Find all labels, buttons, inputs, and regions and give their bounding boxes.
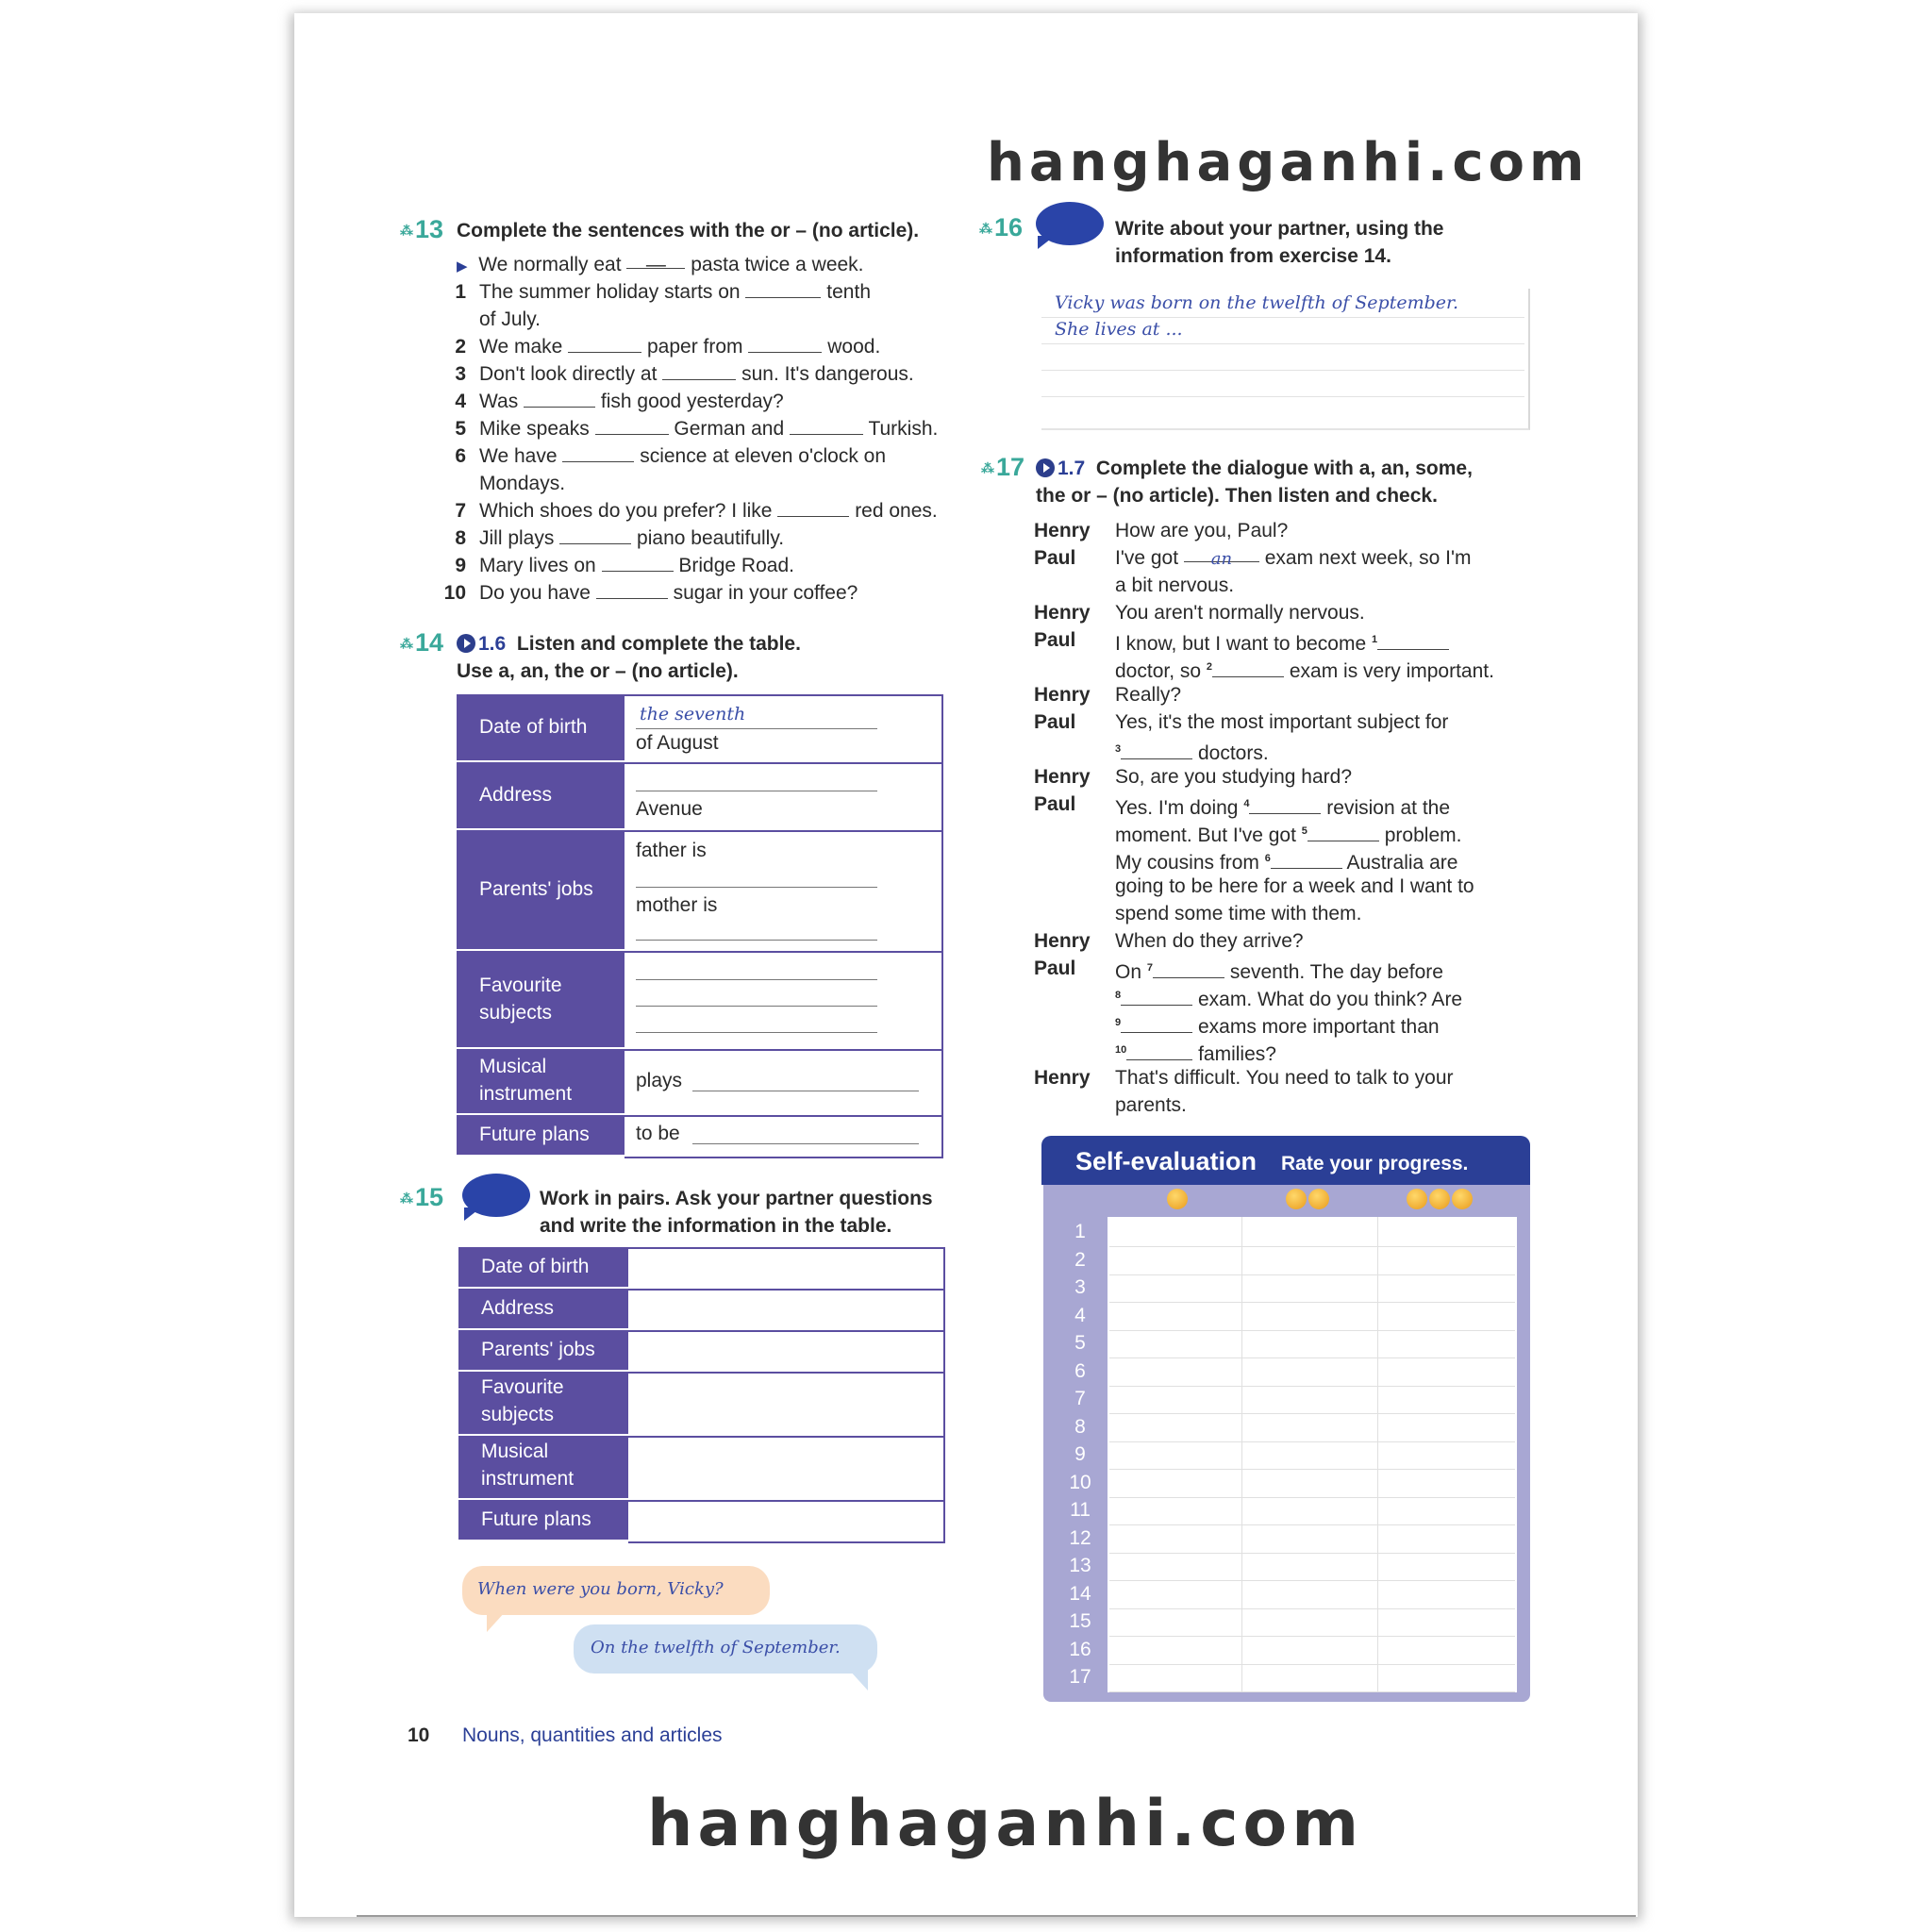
exercise-13-item: Don't look directly at sun. It's dangerous. <box>479 363 914 385</box>
table14-head-parents: Parents' jobs <box>457 830 625 949</box>
answer-blank[interactable] <box>745 280 821 298</box>
exercise-13-item-number: 7 <box>455 500 466 522</box>
table15-head: Parents' jobs <box>458 1330 628 1370</box>
exercise-13-number: ⁂13 <box>400 215 444 243</box>
answer-blank[interactable] <box>568 335 641 353</box>
exercise-13-item-continued: of July. <box>479 308 541 330</box>
speech-bubble-tail <box>464 1208 481 1221</box>
exercise-13-item-number: 8 <box>455 527 466 549</box>
self-evaluation-row-line <box>1109 1553 1515 1554</box>
answer-blank[interactable] <box>562 444 634 462</box>
rating-three-smileys <box>1406 1189 1474 1214</box>
table15-head: Address <box>458 1289 628 1328</box>
table15-head: Date of birth <box>458 1247 628 1287</box>
table15-cell[interactable] <box>628 1330 945 1374</box>
exercise-17-instruction: 1.7 Complete the dialogue with a, an, some, <box>1036 455 1473 482</box>
bubble-question-tail <box>487 1611 506 1632</box>
answer-blank[interactable] <box>790 417 863 435</box>
self-evaluation-row-number: 9 <box>1074 1443 1086 1465</box>
exercise-13-item: The summer holiday starts on tenth <box>479 281 872 303</box>
answer-blank[interactable] <box>777 499 849 517</box>
self-evaluation-row-line <box>1109 1469 1515 1470</box>
audio-play-icon-17[interactable] <box>1036 458 1055 477</box>
table15-cell[interactable] <box>628 1500 945 1543</box>
exercise-13-item-number: 6 <box>455 445 466 467</box>
self-evaluation-row-line <box>1109 1691 1515 1692</box>
exercise-15-number: ⁂15 <box>400 1183 444 1211</box>
exercise-13-item: We have science at eleven o'clock on <box>479 445 887 467</box>
self-evaluation-subtitle: Rate your progress. <box>1281 1153 1469 1174</box>
self-evaluation-row-number: 11 <box>1070 1499 1091 1521</box>
bottom-rule <box>357 1915 1636 1917</box>
self-evaluation-row-number: 17 <box>1069 1666 1091 1688</box>
self-evaluation-row-line <box>1109 1636 1515 1637</box>
self-evaluation-row-number: 10 <box>1069 1471 1091 1493</box>
bubble-answer: On the twelfth of September. <box>574 1624 877 1674</box>
exercise-16-writing-area[interactable]: Vicky was born on the twelfth of September. She lives at ... <box>1041 289 1530 430</box>
self-evaluation-row-number: 1 <box>1074 1221 1086 1242</box>
smiley-icon <box>1286 1189 1307 1209</box>
self-evaluation-row-line <box>1109 1497 1515 1498</box>
smiley-icon <box>1407 1189 1427 1209</box>
exercise-13-item-number: 4 <box>455 391 466 412</box>
self-evaluation-title: Self-evaluation <box>1075 1147 1257 1175</box>
self-evaluation-column-divider <box>1377 1217 1378 1692</box>
smiley-icon <box>1167 1189 1188 1209</box>
table15-cell[interactable] <box>628 1436 945 1502</box>
self-evaluation-row-line <box>1109 1246 1515 1247</box>
self-evaluation-grid <box>1108 1217 1517 1692</box>
exercise-17-instruction-2: the or – (no article). Then listen and check. <box>1036 485 1438 507</box>
self-evaluation-row-number: 7 <box>1074 1388 1086 1409</box>
self-evaluation-row-number: 12 <box>1069 1526 1091 1549</box>
self-evaluation-row-line <box>1109 1580 1515 1581</box>
self-evaluation-row-number: 4 <box>1074 1304 1086 1326</box>
self-evaluation-row-number: 3 <box>1074 1276 1086 1298</box>
answer-blank[interactable] <box>559 526 631 544</box>
self-evaluation-header <box>1041 1136 1530 1185</box>
answer-blank[interactable] <box>602 554 674 572</box>
self-evaluation-column-divider <box>1241 1217 1242 1692</box>
exercise-13-example: ▶ We normally eat — pasta twice a week. <box>457 251 864 280</box>
self-evaluation-row-number: 6 <box>1074 1359 1086 1382</box>
table14-cell-subjects[interactable] <box>625 951 943 1051</box>
self-evaluation-row-line <box>1109 1441 1515 1442</box>
self-evaluation-row-number: 16 <box>1069 1638 1091 1660</box>
exercise-14-instruction-2: Use a, an, the or – (no article). <box>457 660 739 682</box>
self-evaluation-row-line <box>1109 1664 1515 1665</box>
page-number: 10 <box>408 1724 430 1746</box>
self-evaluation-row-line <box>1109 1524 1515 1525</box>
exercise-13-item: We make paper from wood. <box>479 336 881 358</box>
table15-cell[interactable] <box>628 1372 945 1438</box>
exercise-13-item-continued: Mondays. <box>479 473 566 494</box>
exercise-13-item: Was fish good yesterday? <box>479 391 784 412</box>
answer-blank[interactable] <box>595 417 669 435</box>
table14-cell-address[interactable]: Avenue <box>625 762 943 832</box>
exercise-13-item-number: 1 <box>455 281 466 303</box>
self-evaluation-row-number: 8 <box>1074 1415 1086 1438</box>
table14-cell-dob[interactable]: the seventh of August <box>625 694 943 764</box>
table14-head-address: Address <box>457 762 625 828</box>
watermark-top: hanghaganhi.com <box>987 132 1590 193</box>
self-evaluation-row-line <box>1109 1386 1515 1387</box>
self-evaluation-row-number: 5 <box>1074 1332 1086 1354</box>
exercise-13-instruction: Complete the sentences with the or – (no article). <box>457 220 920 242</box>
table14-head-plans: Future plans <box>457 1115 625 1155</box>
table14-cell-instrument[interactable]: plays <box>625 1049 943 1117</box>
answer-blank[interactable] <box>596 581 668 599</box>
smiley-icon <box>1452 1189 1473 1209</box>
table14-cell-plans[interactable]: to be <box>625 1115 943 1158</box>
exercise-13-item: Which shoes do you prefer? I like red ones. <box>479 500 938 522</box>
self-evaluation-row-number: 2 <box>1074 1248 1086 1271</box>
exercise-16-number: ⁂16 <box>979 213 1024 242</box>
bubble-question: When were you born, Vicky? <box>462 1566 770 1615</box>
exercise-13-item-number: 2 <box>455 336 466 358</box>
watermark-bottom: hanghaganhi.com <box>647 1787 1364 1861</box>
table15-head: Future plans <box>458 1500 628 1540</box>
answer-blank[interactable] <box>524 390 595 408</box>
self-evaluation-row-number: 13 <box>1069 1555 1091 1576</box>
answer-blank[interactable] <box>662 362 736 380</box>
table15-cell[interactable] <box>628 1247 945 1291</box>
self-evaluation-row-line <box>1109 1608 1515 1609</box>
table15-cell[interactable] <box>628 1289 945 1332</box>
table14-head-instrument: Musical instrument <box>457 1049 625 1113</box>
self-evaluation-row-line <box>1109 1357 1515 1358</box>
exercise-17-number: ⁂17 <box>981 453 1025 481</box>
self-evaluation-row-line <box>1109 1302 1515 1303</box>
table14-head-subjects: Favourite subjects <box>457 951 625 1047</box>
exercise-13-item: Mary lives on Bridge Road. <box>479 555 794 576</box>
speech-bubble-tail-16 <box>1038 236 1055 249</box>
exercise-13-item: Do you have sugar in your coffee? <box>479 582 858 604</box>
exercise-13-item-number: 9 <box>455 555 466 576</box>
answer-blank[interactable] <box>748 335 822 353</box>
exercise-13-item-number: 3 <box>455 363 466 385</box>
rating-one-smiley <box>1166 1189 1189 1214</box>
self-evaluation-row-line <box>1109 1330 1515 1331</box>
table15-head: Musical instrument <box>458 1436 628 1498</box>
smiley-icon <box>1429 1189 1450 1209</box>
table14-head-dob: Date of birth <box>457 694 625 760</box>
self-evaluation-row-line <box>1109 1274 1515 1275</box>
self-evaluation-row-line <box>1109 1413 1515 1414</box>
exercise-14-instruction: 1.6 Listen and complete the table. <box>457 630 801 658</box>
exercise-15-instruction: Work in pairs. Ask your partner questions and write the information in the table. <box>540 1188 933 1237</box>
exercise-13-item: Mike speaks German and Turkish. <box>479 418 939 440</box>
exercise-16-instruction: Write about your partner, using the information from exercise 14. <box>1115 218 1444 267</box>
smiley-icon <box>1308 1189 1329 1209</box>
section-title: Nouns, quantities and articles <box>462 1724 723 1746</box>
bubble-answer-tail <box>849 1670 868 1690</box>
self-evaluation-row-number: 15 <box>1069 1610 1091 1632</box>
exercise-14-number: ⁂14 <box>400 628 444 657</box>
audio-play-icon[interactable] <box>457 634 475 653</box>
rating-two-smileys <box>1285 1189 1330 1214</box>
table14-cell-parents[interactable]: father is mother is <box>625 830 943 953</box>
exercise-13-item: Jill plays piano beautifully. <box>479 527 785 549</box>
self-evaluation-row-number: 14 <box>1069 1582 1091 1605</box>
exercise-13-item-number: 10 <box>443 582 466 604</box>
table15-head: Favourite subjects <box>458 1372 628 1434</box>
exercise-13-item-number: 5 <box>455 418 466 440</box>
